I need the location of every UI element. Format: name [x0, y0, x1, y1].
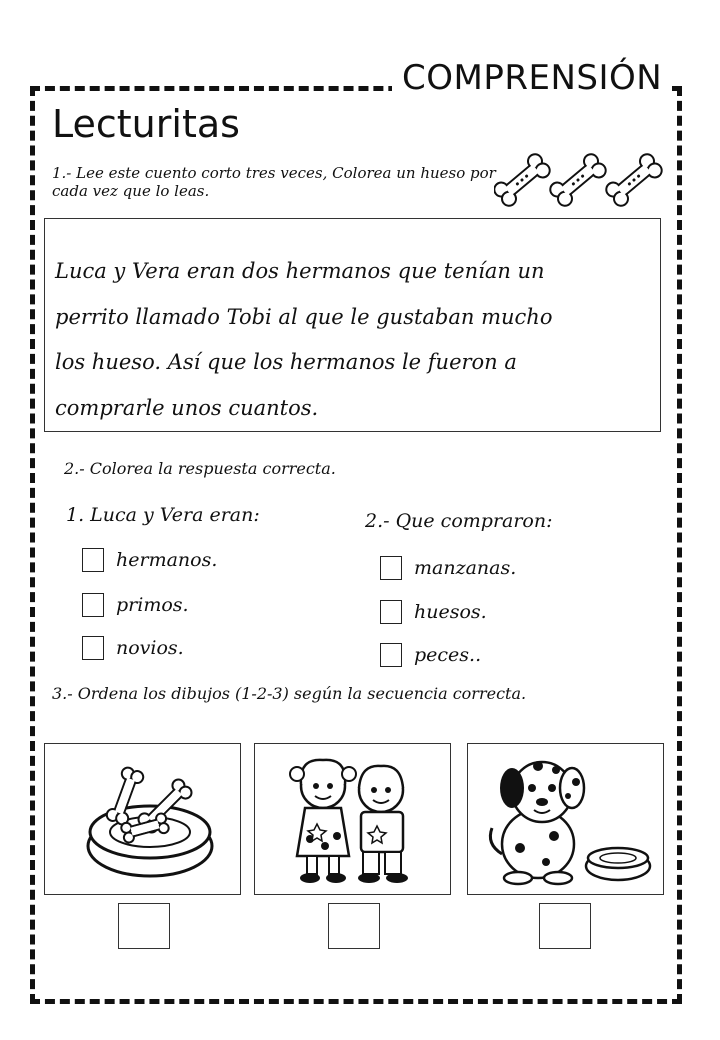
order-answer-box[interactable]: [328, 903, 380, 949]
question-1-label: 1. Luca y Vera eran:: [66, 504, 260, 526]
answer-checkbox[interactable]: [380, 643, 402, 667]
bone-icon[interactable]: [547, 151, 608, 208]
story-line: los hueso. Así que los hermanos le fueron a: [55, 350, 517, 374]
question-2-option: manzanas.: [380, 556, 516, 580]
order-answer-box[interactable]: [539, 903, 591, 949]
story-box: [44, 218, 661, 432]
dog-illustration: [468, 744, 663, 894]
instruction-2: 2.- Colorea la respuesta correcta.: [64, 459, 336, 478]
question-2-option: huesos.: [380, 600, 487, 624]
question-1-option: novios.: [82, 636, 184, 660]
question-2-option: peces..: [380, 643, 481, 667]
question-1-option: hermanos.: [82, 548, 217, 572]
bone-icons: [494, 148, 664, 212]
question-2-label: 2.- Que compraron:: [365, 510, 553, 532]
answer-checkbox[interactable]: [380, 556, 402, 580]
picture-dog: [467, 743, 664, 895]
instruction-3: 3.- Ordena los dibujos (1-2-3) según la secuencia correcta.: [52, 684, 527, 703]
picture-dog-bed: [44, 743, 241, 895]
answer-checkbox[interactable]: [380, 600, 402, 624]
answer-checkbox[interactable]: [82, 548, 104, 572]
order-answer-box[interactable]: [118, 903, 170, 949]
instruction-1: 1.- Lee este cuento corto tres veces, Colorea un hueso por cada vez que lo leas.: [52, 164, 496, 200]
dog-bed-illustration: [45, 744, 240, 894]
bone-icon[interactable]: [603, 151, 664, 208]
bone-icon[interactable]: [494, 151, 553, 208]
answer-checkbox[interactable]: [82, 593, 104, 617]
worksheet-title: COMPRENSIÓN: [392, 58, 672, 98]
answer-checkbox[interactable]: [82, 636, 104, 660]
brand-title: Lecturitas: [52, 102, 240, 146]
story-line: perrito llamado Tobi al que le gustaban mucho: [55, 304, 553, 329]
children-illustration: [255, 744, 450, 894]
story-line: comprarle unos cuantos.: [55, 395, 319, 420]
story-line: Luca y Vera eran dos hermanos que tenían un: [55, 259, 545, 283]
question-1-option: primos.: [82, 593, 189, 617]
picture-children: [254, 743, 451, 895]
